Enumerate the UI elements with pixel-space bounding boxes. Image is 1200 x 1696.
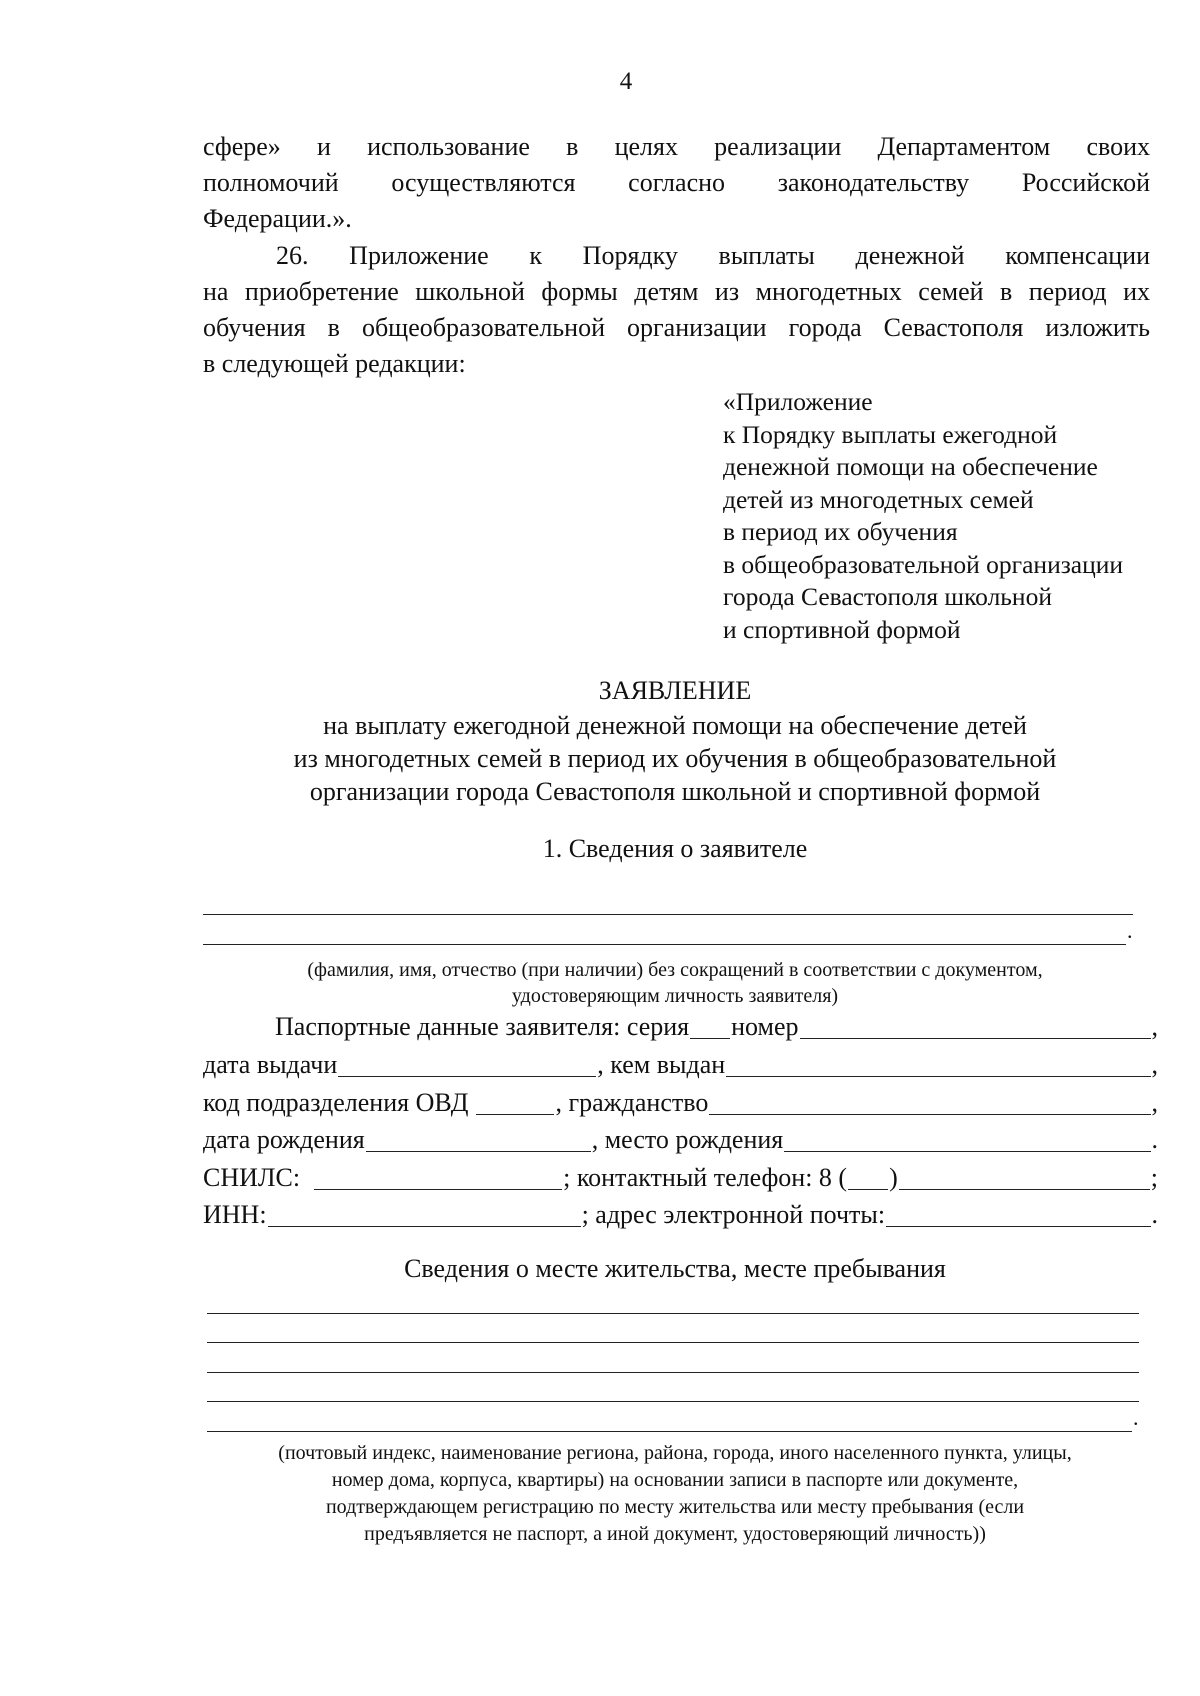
appendix-line: детей из многодетных семей [723, 484, 1034, 514]
applicant-name-line-1[interactable] [203, 914, 1133, 915]
residence-line-3[interactable] [207, 1372, 1139, 1373]
residence-line-4[interactable] [207, 1401, 1139, 1402]
issue-row [203, 1047, 1158, 1083]
birth-date-field[interactable] [366, 1127, 591, 1152]
passport-series-label: Паспортные данные заявителя: серия [275, 1012, 690, 1041]
residence-heading: Сведения о месте жительства, месте пребывания [404, 1254, 946, 1283]
birth-place-field[interactable] [784, 1127, 1150, 1152]
email-label: ; адрес электронной почты: [581, 1200, 886, 1229]
passport-series-field[interactable] [690, 1014, 730, 1039]
phone-code-field[interactable] [848, 1165, 888, 1190]
residence-hint-line: номер дома, корпуса, квартиры) на основании записи в паспорте или документе, [331, 1469, 1019, 1491]
snils-row-semicolon: ; [1150, 1163, 1158, 1192]
issued-by-label: , кем выдан [597, 1050, 726, 1079]
appendix-line: города Севастополя школьной [723, 582, 1052, 611]
name-hint-line: удостоверяющим личность заявителя) [511, 985, 839, 1007]
residence-hint-line: предъявляется не паспорт, а иной документ, удостоверяющий личность)) [364, 1523, 986, 1545]
residence-hint-line: (почтовый индекс, наименование региона, района, города, иного населенного пункта, улицы, [278, 1442, 1072, 1464]
residence-line-2[interactable] [207, 1342, 1139, 1343]
phone-close: ) [889, 1163, 898, 1192]
appendix-line: к Порядку выплаты ежегодной [723, 419, 1058, 449]
phone-number-field[interactable] [899, 1165, 1150, 1190]
residence-hint-line: подтверждающем регистрацию по месту жительства или месту пребывания (если [325, 1496, 1025, 1518]
issue-row-comma: , [1151, 1050, 1158, 1079]
snils-field[interactable] [314, 1165, 562, 1190]
section-1-heading: 1. Сведения о заявителе [542, 834, 808, 863]
passport-number-field[interactable] [800, 1014, 1151, 1039]
item-26-line: в следующей редакции: [203, 349, 466, 378]
item-26-line: обучения в общеобразовательной организации города Севастополя изложить [203, 313, 1150, 342]
appendix-line: в период их обучения [723, 517, 958, 546]
inn-row [203, 1197, 1158, 1233]
item-26-line: на приобретение школьной формы детям из многодетных семей в период их [203, 277, 1150, 306]
ovd-code-field[interactable] [476, 1090, 554, 1115]
issued-by-field[interactable] [726, 1052, 1150, 1077]
inn-field[interactable] [268, 1202, 581, 1227]
inn-row-dot: . [1151, 1200, 1158, 1229]
passport-comma: , [1151, 1012, 1158, 1041]
appendix-line: денежной помощи на обеспечение [723, 452, 1098, 481]
birth-date-label: дата рождения [203, 1125, 365, 1154]
item-26-line: 26. Приложение к Порядку выплаты денежной компенсации [276, 241, 1150, 270]
statement-title: ЗАЯВЛЕНИЕ [598, 676, 752, 705]
citizenship-field[interactable] [709, 1090, 1150, 1115]
snils-label: СНИЛС: [203, 1163, 301, 1192]
intro-line: Федерации.». [203, 204, 352, 233]
ovd-row [203, 1085, 1158, 1121]
residence-end-dot: . [1133, 1405, 1139, 1430]
name-hint-line: (фамилия, имя, отчество (при наличии) без сокращений в соответствии с документом, [307, 959, 1043, 981]
appendix-line: и спортивной формой [723, 614, 961, 644]
appendix-header [723, 386, 1123, 646]
ovd-row-comma: , [1151, 1088, 1158, 1117]
passport-row [275, 1009, 1158, 1045]
birth-row-dot: . [1151, 1125, 1158, 1154]
residence-line-5[interactable] [207, 1431, 1132, 1432]
citizenship-label: , гражданство [555, 1088, 709, 1117]
applicant-name-line-2[interactable] [203, 944, 1126, 945]
page-number: 4 [619, 68, 633, 95]
phone-label: ; контактный телефон: 8 ( [563, 1163, 848, 1192]
statement-subtitle-line: из многодетных семей в период их обучения в общеобразовательной [293, 744, 1057, 773]
issue-date-label: дата выдачи [203, 1050, 338, 1079]
email-field[interactable] [886, 1202, 1150, 1227]
intro-line: сфере» и использование в целях реализации Департаментом своих [203, 132, 1150, 161]
residence-line-1[interactable] [207, 1313, 1139, 1314]
statement-subtitle-line: на выплату ежегодной денежной помощи на обеспечение детей [323, 711, 1027, 740]
passport-number-label: номер [731, 1012, 799, 1041]
statement-subtitle-line: организации города Севастополя школьной и спортивной формой [309, 777, 1041, 806]
intro-line: полномочий осуществляются согласно законодательству Российской [203, 168, 1150, 197]
appendix-line: в общеобразовательной организации [723, 549, 1124, 579]
inn-label: ИНН: [203, 1200, 267, 1229]
name-end-dot: . [1127, 918, 1133, 943]
birth-place-label: , место рождения [591, 1125, 784, 1154]
birth-row [203, 1122, 1158, 1158]
issue-date-field[interactable] [338, 1052, 596, 1077]
snils-row [203, 1160, 1158, 1196]
appendix-line: «Приложение [723, 387, 873, 416]
ovd-code-label: код подразделения ОВД [203, 1088, 469, 1117]
